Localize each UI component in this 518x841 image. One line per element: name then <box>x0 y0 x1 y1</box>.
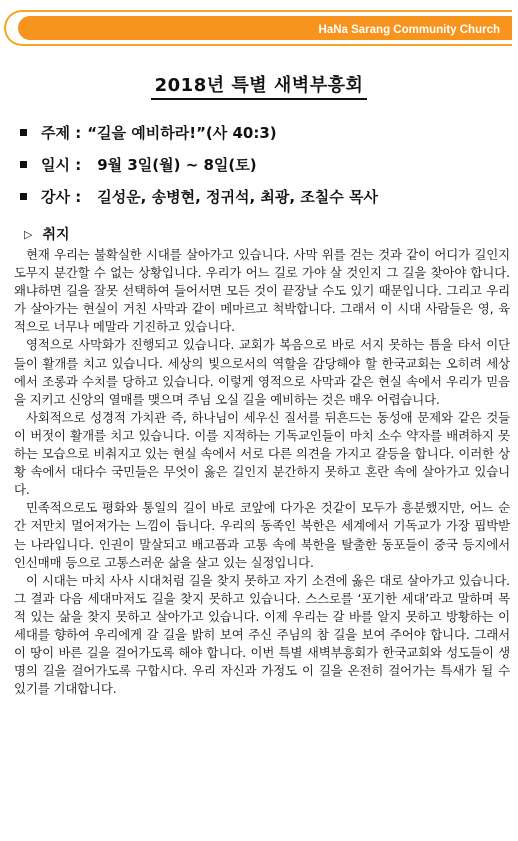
info-row-speakers <box>18 180 508 212</box>
square-bullet-icon <box>20 161 27 168</box>
church-name: HaNa Sarang Community Church <box>318 24 500 36</box>
info-label: 주제 : <box>41 123 82 142</box>
paragraph: 이 시대는 마치 사사 시대처럼 길을 찾지 못하고 자기 소견에 옳은 대로 살아가고 있습니다. 그 결과 다음 세대마저도 길을 찾지 못하고 있습니다. 스스로를 ‘포기한 세대’라고 말하며 목적 있는 삶을 찾지 못하고 살아가고 있습니다. 이제 우리는 갈 바를 알지 못하고 방황하는 이 세대를 향하여 우리에게 갈 길을 밝히 보여 주신 주님의 참 길을 보여 주어야 합니다. 그래서 이 땅이 바른 길을 걸어가도록 해야 합니다. 이번 특별 새벽부흥회가 한국교회와 성도들이 생명의 길을 걸어가도록 구합시다. 우리 자신과 가정도 이 길을 온전히 걸어가는 특새가 될 수 있기를 기대합니다. <box>14 572 510 697</box>
paragraph: 사회적으로 성경적 가치관 즉, 하나님이 세우신 질서를 뒤흔드는 동성애 문제와 같은 것들이 버젓이 활개를 치고 있습니다. 이를 지적하는 기독교인들이 마치 소수 약자를 배려하지 못하는 모습으로 비춰지고 있는 현실 속에서 서로 다른 의견을 가지고 갈등을 합니다. 이러한 상황 속에서 대다수 국민들은 무엇이 옳은 길인지 분간하지 못하고 혼란 속에 살아가고 있습니다. <box>14 409 510 498</box>
info-value: “길을 예비하라!”(사 40:3) <box>87 123 277 142</box>
header-banner-fill <box>18 16 512 40</box>
info-value: 9월 3일(월) ~ 8일(토) <box>97 155 257 174</box>
section-title: 취지 <box>42 227 70 243</box>
purpose-body <box>14 246 510 698</box>
square-bullet-icon <box>20 129 27 136</box>
document-title: 2018년 특별 새벽부흥회 <box>151 71 368 100</box>
square-bullet-icon <box>20 193 27 200</box>
paragraph: 민족적으로도 평화와 통일의 길이 바로 코앞에 다가온 것같이 모두가 흥분했지만, 어느 순간 저만치 멀어져가는 느낌이 듭니다. 우리의 동족인 북한은 세계에서 기독교가 가장 핍박받는 나라입니다. 인권이 말살되고 배고픔과 고통 속에 북한을 탈출한 동포들이 중국 등지에서 인신매매 등으로 고통스러운 삶을 살고 있는 실정입니다. <box>14 500 510 570</box>
paragraph: 현재 우리는 불확실한 시대를 살아가고 있습니다. 사막 위를 걷는 것과 같이 어디가 길인지 도무지 분간할 수 없는 상황입니다. 우리가 어느 길로 가야 살 것인지 그 길을 찾아야 합니다. 왜냐하면 길을 잘못 선택하여 들어서면 모든 것이 끝장날 수도 있기 때문입니다. 그리고 우리가 살아가는 현실이 거친 사막과 같이 메마르고 척박합니다. 그래서 이 시대 사람들은 영, 육적으로 너무나 메말라 기진하고 있습니다. <box>14 247 510 335</box>
info-label: 강사 : <box>41 187 82 206</box>
triangle-marker-icon: ▷ <box>24 227 33 241</box>
info-row-theme <box>18 116 508 148</box>
title-wrap <box>0 71 518 100</box>
event-info <box>18 116 508 212</box>
info-row-date <box>18 148 508 180</box>
paragraph: 영적으로 사막화가 진행되고 있습니다. 교회가 복음으로 바로 서지 못하는 틈을 타서 이단들이 활개를 치고 있습니다. 세상의 빛으로서의 역할을 감당해야 할 한국교회는 오히려 세상에서 조롱과 수치를 당하고 있습니다. 이렇게 영적으로 사막과 같은 현실 속에서 우리가 믿음을 지키고 신앙의 열매를 맺으며 주님 오실 길을 예비하는 것은 매우 어렵습니다. <box>14 337 510 407</box>
info-label: 일시 : <box>41 155 82 174</box>
section-heading <box>24 224 70 244</box>
info-value: 길성운, 송병현, 정귀석, 최광, 조칠수 목사 <box>97 187 378 206</box>
header-banner <box>4 10 512 46</box>
